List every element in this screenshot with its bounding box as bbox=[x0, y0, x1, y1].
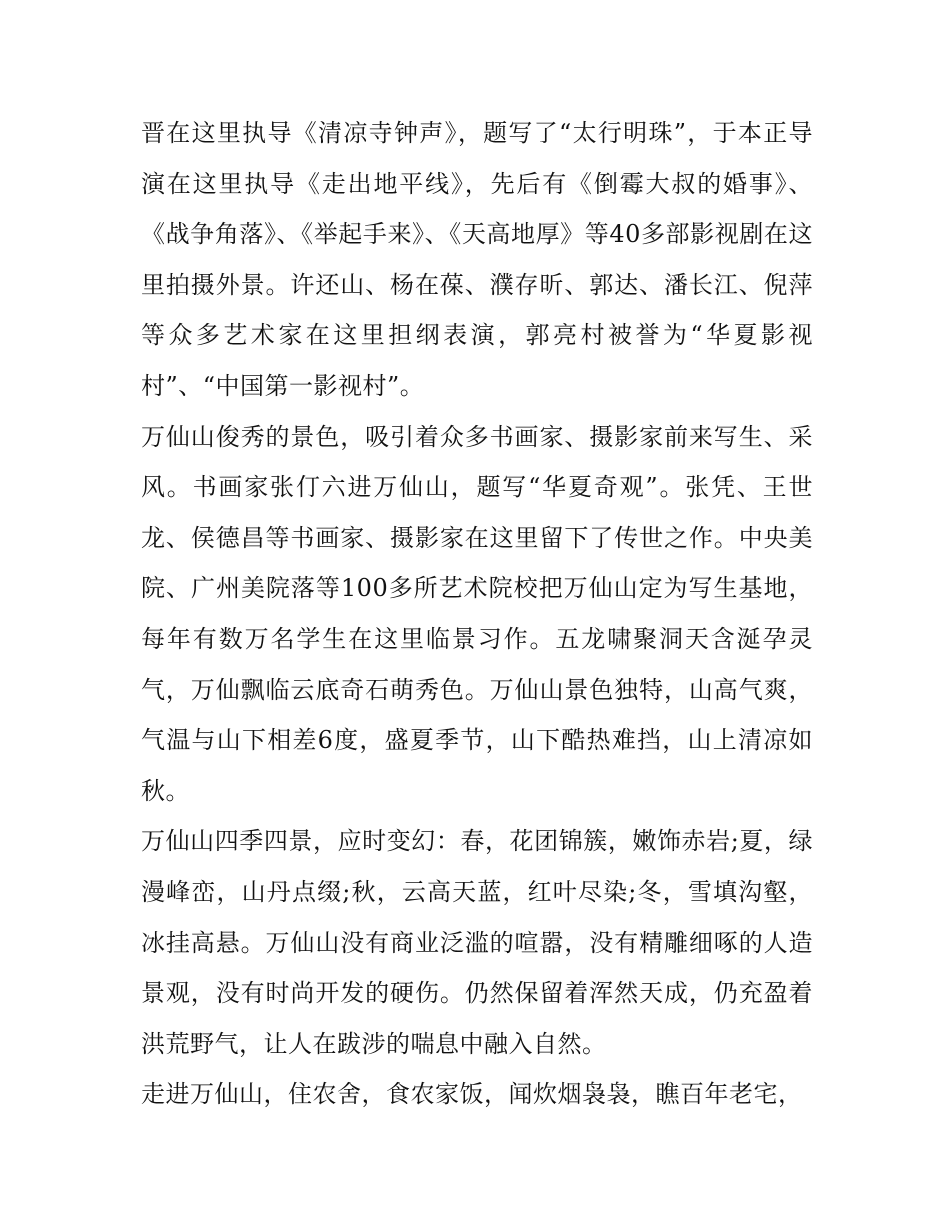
paragraph-village-life: 走进万仙山，住农舍，食农家饭，闻炊烟袅袅，瞧百年老宅， bbox=[141, 1080, 803, 1109]
body-text bbox=[141, 108, 813, 1120]
paragraph-scenery-artists: 万仙山俊秀的景色，吸引着众多书画家、摄影家前来写生、采风。书画家张仃六进万仙山，题写“华夏奇观”。张凭、王世龙、侯德昌等书画家、摄影家在这里留下了传世之作。中央美院、广州美院落等100多所艺术院校把万仙山定为写生基地，每年有数万名学生在这里临景习作。五龙啸聚洞天含涎孕灵气，万仙飘临云底奇石萌秀色。万仙山景色独特，山高气爽，气温与山下相差6度，盛夏季节，山下酷热难挡，山上清凉如秋。 bbox=[141, 422, 813, 805]
paragraph-film-history: 晋在这里执导《清凉寺钟声》，题写了“太行明珠”，于本正导演在这里执导《走出地平线》，先后有《倒霉大叔的婚事》、《战争角落》、《举起手来》、《天高地厚》等40多部影视剧在这里拍摄外景。许还山、杨在葆、濮存昕、郭达、潘长江、倪萍等众多艺术家在这里担纲表演，郭亮村被誉为“华夏影视村”、“中国第一影视村”。 bbox=[141, 119, 813, 400]
paragraph-four-seasons: 万仙山四季四景，应时变幻：春，花团锦簇，嫩饰赤岩;夏，绿漫峰峦，山丹点缀;秋，云高天蓝，红叶尽染;冬，雪填沟壑，冰挂高悬。万仙山没有商业泛滥的喧嚣，没有精雕细啄的人造景观，没有时尚开发的硬伤。仍然保留着浑然天成，仍充盈着洪荒野气，让人在跋涉的喘息中融入自然。 bbox=[141, 827, 813, 1058]
